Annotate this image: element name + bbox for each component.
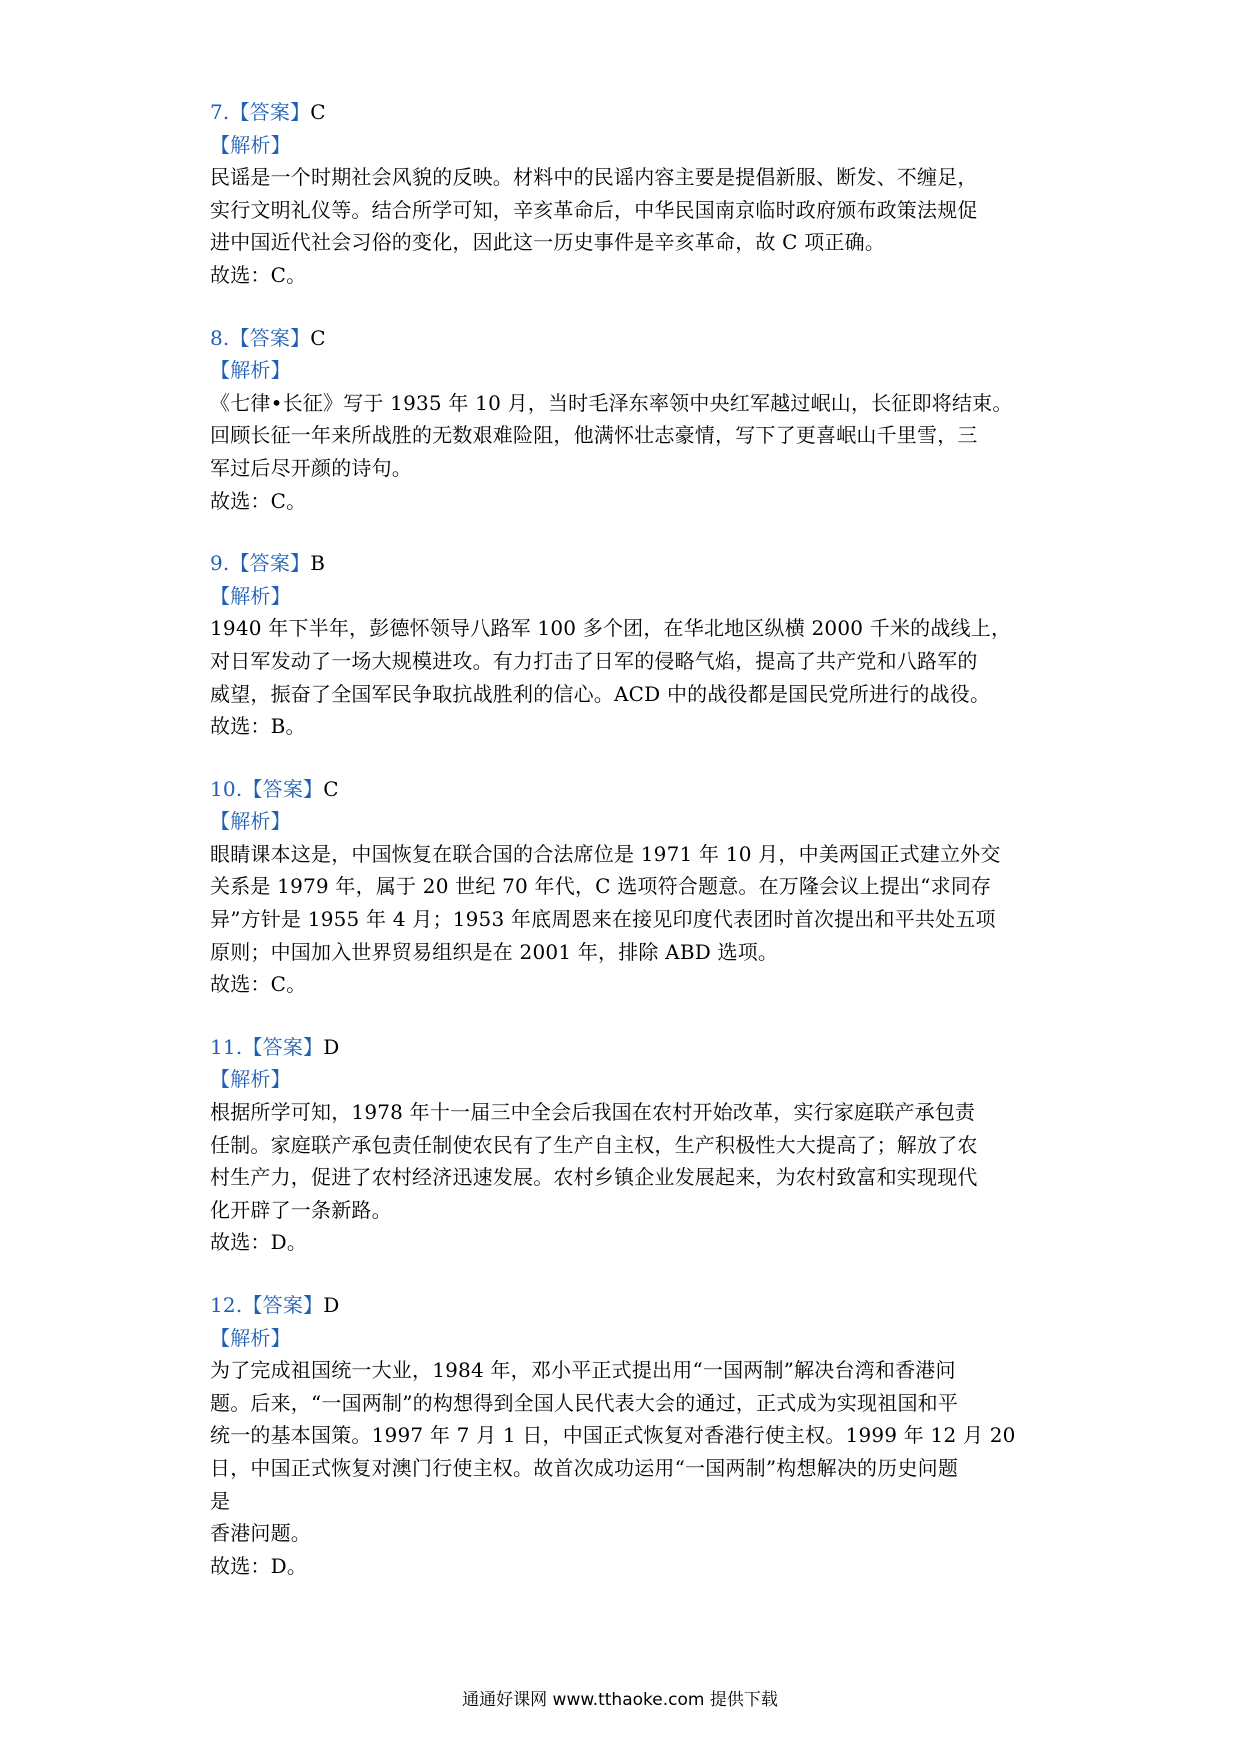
answer-item — [210, 96, 1040, 292]
analysis-label: 【解析】 — [210, 358, 291, 383]
answer-item — [210, 1289, 1040, 1582]
question-number: 8. — [210, 325, 230, 350]
answer-value: D — [323, 1293, 340, 1317]
question-number: 12. — [210, 1293, 243, 1317]
analysis-label: 【解析】 — [210, 1067, 291, 1092]
answer-label: 【答案】 — [229, 551, 311, 576]
answer-label: 【答案】 — [229, 100, 311, 124]
conclusion-line: 故选：D。 — [210, 1553, 308, 1578]
analysis-text-line: 眼睛课本这是，中国恢复在联合国的合法席位是 1971 年 10 月，中美两国正式建立外交 — [210, 841, 1001, 866]
question-number: 10. — [210, 776, 243, 801]
analysis-text-line: 是 — [210, 1488, 231, 1513]
analysis-text-line: 为了完成祖国统一大业，1984 年，邓小平正式提出用“一国两制”解决台湾和香港问 — [210, 1358, 956, 1383]
answer-label: 【答案】 — [229, 325, 311, 350]
analysis-text-line: 香港问题。 — [210, 1521, 311, 1546]
answer-heading — [210, 1289, 1040, 1322]
analysis-text-line: 题。后来，“一国两制”的构想得到全国人民代表大会的通过，正式成为实现祖国和平 — [210, 1390, 959, 1415]
analysis-text-line: 1940 年下半年，彭德怀领导八路军 100 多个团，在华北地区纵横 2000 千米的战线上， — [210, 616, 1012, 641]
analysis-text-line: 化开辟了一条新路。 — [210, 1197, 392, 1222]
answer-value: C — [310, 100, 326, 124]
analysis-text-line: 关系是 1979 年，属于 20 世纪 70 年代，C 选项符合题意。在万隆会议上提出“求同存 — [210, 874, 992, 899]
question-number: 7. — [210, 100, 230, 124]
conclusion-line: 故选：D。 — [210, 1230, 308, 1255]
answer-heading — [210, 773, 1040, 806]
analysis-label: 【解析】 — [210, 809, 291, 834]
answer-value: C — [310, 325, 326, 350]
conclusion-line: 故选：C。 — [210, 488, 307, 513]
analysis-text-line: 异”方针是 1955 年 4 月；1953 年底周恩来在接见印度代表团时首次提出和平共处五项 — [210, 907, 996, 932]
answer-heading — [210, 1031, 1040, 1064]
answer-item — [210, 547, 1040, 743]
answer-label: 【答案】 — [242, 1034, 324, 1059]
answer-heading — [210, 322, 1040, 355]
analysis-text-line: 军过后尽开颜的诗句。 — [210, 455, 412, 480]
analysis-text-line: 对日军发动了一场大规模进攻。有力打击了日军的侵略气焰，提高了共产党和八路军的 — [210, 648, 978, 673]
answer-list — [210, 96, 1040, 1612]
answer-value: D — [323, 1034, 340, 1059]
conclusion-line: 故选：C。 — [210, 972, 307, 997]
analysis-text-line: 根据所学可知，1978 年十一届三中全会后我国在农村开始改革，实行家庭联产承包责 — [210, 1100, 976, 1125]
analysis-text-line: 任制。家庭联产承包责任制使农民有了生产自主权，生产积极性大大提高了；解放了农 — [210, 1132, 978, 1157]
analysis-label: 【解析】 — [210, 583, 291, 608]
analysis-text-line: 《七律•长征》写于 1935 年 10 月，当时毛泽东率领中央红军越过岷山，长征即将结束。 — [210, 390, 1013, 415]
answer-label: 【答案】 — [242, 1293, 324, 1317]
analysis-text-line: 回顾长征一年来所战胜的无数艰难险阻，他满怀壮志豪情，写下了更喜岷山千里雪，三 — [210, 423, 978, 448]
answer-heading — [210, 547, 1040, 580]
answer-value: B — [310, 551, 326, 576]
question-number: 11. — [210, 1034, 243, 1059]
analysis-text-line: 统一的基本国策。1997 年 7 月 1 日，中国正式恢复对香港行使主权。1999 年 12 月 20 — [210, 1423, 1016, 1448]
analysis-text-line: 威望，振奋了全国军民争取抗战胜利的信心。ACD 中的战役都是国民党所进行的战役。 — [210, 681, 991, 706]
conclusion-line: 故选：B。 — [210, 714, 306, 739]
answer-label: 【答案】 — [242, 776, 324, 801]
analysis-text-line: 原则；中国加入世界贸易组织是在 2001 年，排除 ABD 选项。 — [210, 939, 779, 964]
answer-value: C — [323, 776, 339, 801]
answer-item — [210, 322, 1040, 518]
analysis-label: 【解析】 — [210, 1325, 291, 1350]
analysis-text-line: 村生产力，促进了农村经济迅速发展。农村乡镇企业发展起来，为农村致富和实现现代 — [210, 1165, 978, 1190]
analysis-text-line: 实行文明礼仪等。结合所学可知，辛亥革命后，中华民国南京临时政府颁布政策法规促 — [210, 197, 978, 222]
answer-item — [210, 1031, 1040, 1259]
conclusion-line: 故选：C。 — [210, 262, 307, 287]
answer-item — [210, 773, 1040, 1001]
analysis-text-line: 民谣是一个时期社会风貌的反映。材料中的民谣内容主要是提倡新服、断发、不缠足， — [210, 165, 978, 190]
answer-heading — [210, 96, 1040, 129]
question-number: 9. — [210, 551, 230, 576]
analysis-text-line: 进中国近代社会习俗的变化，因此这一历史事件是辛亥革命，故 C 项正确。 — [210, 230, 886, 255]
analysis-label: 【解析】 — [210, 132, 291, 157]
page-footer: 通通好课网 www.tthaoke.com 提供下载 — [462, 1690, 778, 1710]
analysis-text-line: 日，中国正式恢复对澳门行使主权。故首次成功运用“一国两制”构想解决的历史问题 — [210, 1455, 959, 1480]
